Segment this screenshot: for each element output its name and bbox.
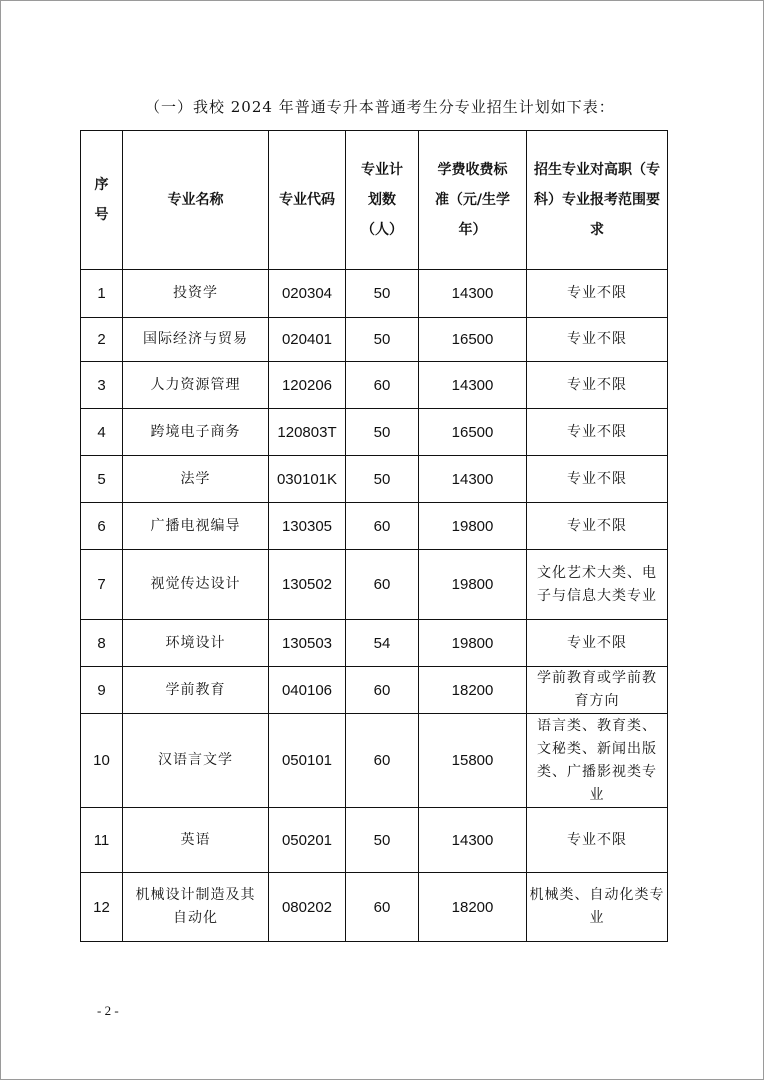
cell-requirement: 专业不限 — [527, 620, 668, 667]
cell-major-code: 040106 — [269, 667, 346, 714]
cell-requirement: 专业不限 — [527, 503, 668, 550]
cell-seq: 4 — [81, 409, 123, 456]
cell-requirement: 机械类、自动化类专业 — [527, 873, 668, 942]
table-row — [81, 270, 668, 318]
cell-seq: 9 — [81, 667, 123, 714]
cell-major-name: 环境设计 — [123, 620, 269, 667]
cell-major-name: 机械设计制造及其自动化 — [123, 873, 269, 942]
section-heading: （一）我校 2024 年普通专升本普通考生分专业招生计划如下表： — [145, 98, 615, 116]
cell-seq: 1 — [81, 270, 123, 318]
cell-fee: 19800 — [419, 503, 527, 550]
cell-seq: 7 — [81, 550, 123, 620]
cell-quota: 60 — [346, 873, 419, 942]
cell-fee: 18200 — [419, 667, 527, 714]
cell-major-name: 法学 — [123, 456, 269, 503]
cell-major-code: 130305 — [269, 503, 346, 550]
cell-quota: 60 — [346, 714, 419, 808]
cell-major-name: 国际经济与贸易 — [123, 318, 269, 362]
cell-major-code: 050101 — [269, 714, 346, 808]
cell-quota: 60 — [346, 667, 419, 714]
cell-major-code: 120206 — [269, 362, 346, 409]
table-row — [81, 362, 668, 409]
cell-quota: 60 — [346, 503, 419, 550]
cell-seq: 11 — [81, 808, 123, 873]
cell-fee: 14300 — [419, 362, 527, 409]
cell-major-name: 跨境电子商务 — [123, 409, 269, 456]
cell-major-name: 汉语言文学 — [123, 714, 269, 808]
table-row — [81, 667, 668, 714]
cell-major-code: 130502 — [269, 550, 346, 620]
table-row — [81, 550, 668, 620]
cell-major-name: 英语 — [123, 808, 269, 873]
cell-major-name: 人力资源管理 — [123, 362, 269, 409]
cell-quota: 54 — [346, 620, 419, 667]
cell-major-code: 130503 — [269, 620, 346, 667]
cell-fee: 15800 — [419, 714, 527, 808]
enrollment-plan-table — [80, 130, 668, 942]
cell-major-name: 视觉传达设计 — [123, 550, 269, 620]
cell-seq: 3 — [81, 362, 123, 409]
cell-quota: 50 — [346, 270, 419, 318]
header-requirement: 招生专业对高职（专科）专业报考范围要求 — [527, 131, 668, 270]
table-row — [81, 620, 668, 667]
cell-quota: 50 — [346, 409, 419, 456]
cell-quota: 50 — [346, 318, 419, 362]
cell-major-name: 广播电视编导 — [123, 503, 269, 550]
cell-seq: 10 — [81, 714, 123, 808]
header-fee: 学费收费标准（元/生学年） — [419, 131, 527, 270]
cell-fee: 19800 — [419, 620, 527, 667]
cell-fee: 16500 — [419, 409, 527, 456]
table-row — [81, 318, 668, 362]
cell-requirement: 语言类、教育类、文秘类、新闻出版类、广播影视类专业 — [527, 714, 668, 808]
cell-major-code: 050201 — [269, 808, 346, 873]
cell-requirement: 专业不限 — [527, 318, 668, 362]
table-row — [81, 808, 668, 873]
cell-requirement: 文化艺术大类、电子与信息大类专业 — [527, 550, 668, 620]
cell-seq: 12 — [81, 873, 123, 942]
table-row — [81, 503, 668, 550]
cell-requirement: 专业不限 — [527, 270, 668, 318]
cell-fee: 16500 — [419, 318, 527, 362]
header-seq: 序号 — [81, 131, 123, 270]
cell-quota: 50 — [346, 808, 419, 873]
cell-seq: 6 — [81, 503, 123, 550]
cell-major-code: 020401 — [269, 318, 346, 362]
table-row — [81, 873, 668, 942]
table-body — [81, 270, 668, 942]
cell-quota: 60 — [346, 362, 419, 409]
cell-requirement: 专业不限 — [527, 456, 668, 503]
table-row — [81, 456, 668, 503]
cell-fee: 14300 — [419, 808, 527, 873]
cell-seq: 2 — [81, 318, 123, 362]
cell-major-code: 120803T — [269, 409, 346, 456]
cell-seq: 8 — [81, 620, 123, 667]
header-code: 专业代码 — [269, 131, 346, 270]
header-name: 专业名称 — [123, 131, 269, 270]
page-number: - 2 - — [97, 1003, 119, 1018]
table-row — [81, 714, 668, 808]
cell-major-code: 080202 — [269, 873, 346, 942]
cell-requirement: 专业不限 — [527, 362, 668, 409]
cell-major-name: 学前教育 — [123, 667, 269, 714]
cell-seq: 5 — [81, 456, 123, 503]
cell-fee: 19800 — [419, 550, 527, 620]
cell-fee: 18200 — [419, 873, 527, 942]
cell-requirement: 专业不限 — [527, 808, 668, 873]
cell-quota: 50 — [346, 456, 419, 503]
table-header-row — [81, 131, 668, 270]
header-quota: 专业计划数（人） — [346, 131, 419, 270]
table-row — [81, 409, 668, 456]
cell-quota: 60 — [346, 550, 419, 620]
cell-requirement: 学前教育或学前教育方向 — [527, 667, 668, 714]
cell-requirement: 专业不限 — [527, 409, 668, 456]
cell-major-code: 030101K — [269, 456, 346, 503]
cell-major-code: 020304 — [269, 270, 346, 318]
cell-fee: 14300 — [419, 270, 527, 318]
cell-major-name: 投资学 — [123, 270, 269, 318]
cell-fee: 14300 — [419, 456, 527, 503]
